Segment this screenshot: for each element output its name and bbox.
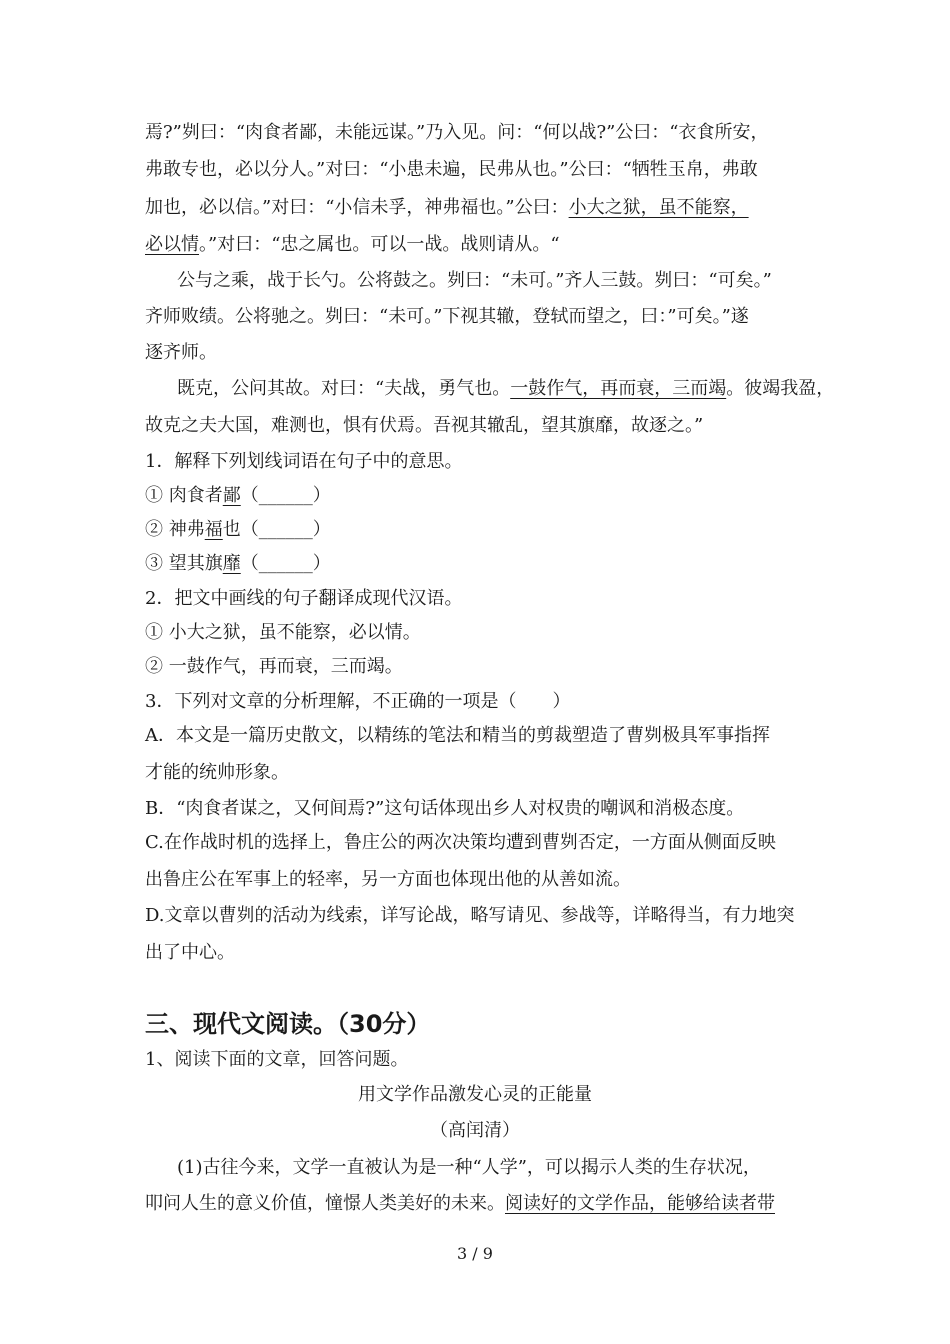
passage-line: 逐齐师。 <box>145 342 217 363</box>
passage-line: 公与之乘，战于长勺。公将鼓之。刿曰：“未可。”齐人三鼓。刿曰：“可矣。” <box>177 270 772 291</box>
underlined-word: 鄙 <box>222 485 241 506</box>
passage-line: 焉?”刿曰：“肉食者鄙，未能远谋。”乃入见。问：“何以战?”公曰：“衣食所安， <box>145 122 769 143</box>
passage-line: 齐师败绩。公将驰之。刿曰：“未可。”下视其辙，登轼而望之，曰：”可矣。”遂 <box>145 306 749 327</box>
underlined-sentence: 必以情 <box>145 234 199 255</box>
passage-line: 加也，必以信。”对曰：“小信未孚，神弗福也。”公曰：小大之狱，虽不能察， <box>145 197 749 218</box>
question-1-stem: 1．解释下列划线词语在句子中的意思。 <box>145 451 463 472</box>
underlined-word: 福 <box>204 519 223 540</box>
question-1-item: ② 神弗福也（______） <box>145 519 331 540</box>
passage-line: 弗敢专也，必以分人。”对曰：“小患未遍，民弗从也。”公曰：“牺牲玉帛，弗敢 <box>145 159 758 180</box>
underlined-sentence: 小大之狱，虽不能察， <box>568 197 749 218</box>
article-author: （高闰清） <box>430 1120 520 1141</box>
question-2-item: ① 小大之狱，虽不能察，必以情。 <box>145 622 421 643</box>
question-2-stem: 2．把文中画线的句子翻译成现代汉语。 <box>145 588 463 609</box>
article-line: (1)古往今来，文学一直被认为是一种“人学”，可以揭示人类的生存状况， <box>177 1157 761 1178</box>
option-d-cont: 出了中心。 <box>145 942 235 963</box>
option-b: B．“肉食者谋之，又何间焉?”这句话体现出乡人对权贵的嘲讽和消极态度。 <box>145 798 745 819</box>
passage-line: 既克，公问其故。对曰：“夫战，勇气也。一鼓作气，再而衰，三而竭。彼竭我盈， <box>177 378 835 399</box>
answer-blank: （______） <box>240 553 331 574</box>
underlined-word: 靡 <box>222 553 241 574</box>
underlined-sentence: 一鼓作气，再而衰，三而竭 <box>510 378 727 399</box>
underlined-sentence: 阅读好的文学作品，能够给读者带 <box>505 1193 775 1214</box>
answer-blank: （______） <box>240 485 331 506</box>
article-line: 叩问人生的意义价值，憧憬人类美好的未来。阅读好的文学作品，能够给读者带 <box>145 1193 775 1214</box>
page-number: 3 / 9 <box>457 1244 493 1263</box>
question-3-stem: 3．下列对文章的分析理解，不正确的一项是（ ） <box>145 691 571 712</box>
passage-line: 必以情。”对曰：“忠之属也。可以一战。战则请从。“ <box>145 234 560 255</box>
option-c-cont: 出鲁庄公在军事上的轻率，另一方面也体现出他的从善如流。 <box>145 869 631 890</box>
option-c: C.在作战时机的选择上，鲁庄公的两次决策均遭到曹刿否定，一方面从侧面反映 <box>145 832 776 853</box>
passage-line: 故克之夫大国，难测也，惧有伏焉。吾视其辙乱，望其旗靡，故逐之。” <box>145 415 704 436</box>
option-a: A．本文是一篇历史散文，以精练的笔法和精当的剪裁塑造了曹刿极具军事指挥 <box>145 725 770 746</box>
option-d: D.文章以曹刿的活动为线索，详写论战，略写请见、参战等，详略得当，有力地突 <box>145 905 795 926</box>
question-1-item: ③ 望其旗靡（______） <box>145 553 331 574</box>
section-heading: 三、现代文阅读。（30分） <box>145 1010 431 1038</box>
answer-blank: （______） <box>240 519 331 540</box>
question-1-item: ① 肉食者鄙（______） <box>145 485 331 506</box>
question-2-item: ② 一鼓作气，再而衰，三而竭。 <box>145 656 403 677</box>
article-title: 用文学作品激发心灵的正能量 <box>358 1084 592 1105</box>
section-instruction: 1、阅读下面的文章，回答问题。 <box>145 1049 409 1070</box>
option-a-cont: 才能的统帅形象。 <box>145 762 289 783</box>
